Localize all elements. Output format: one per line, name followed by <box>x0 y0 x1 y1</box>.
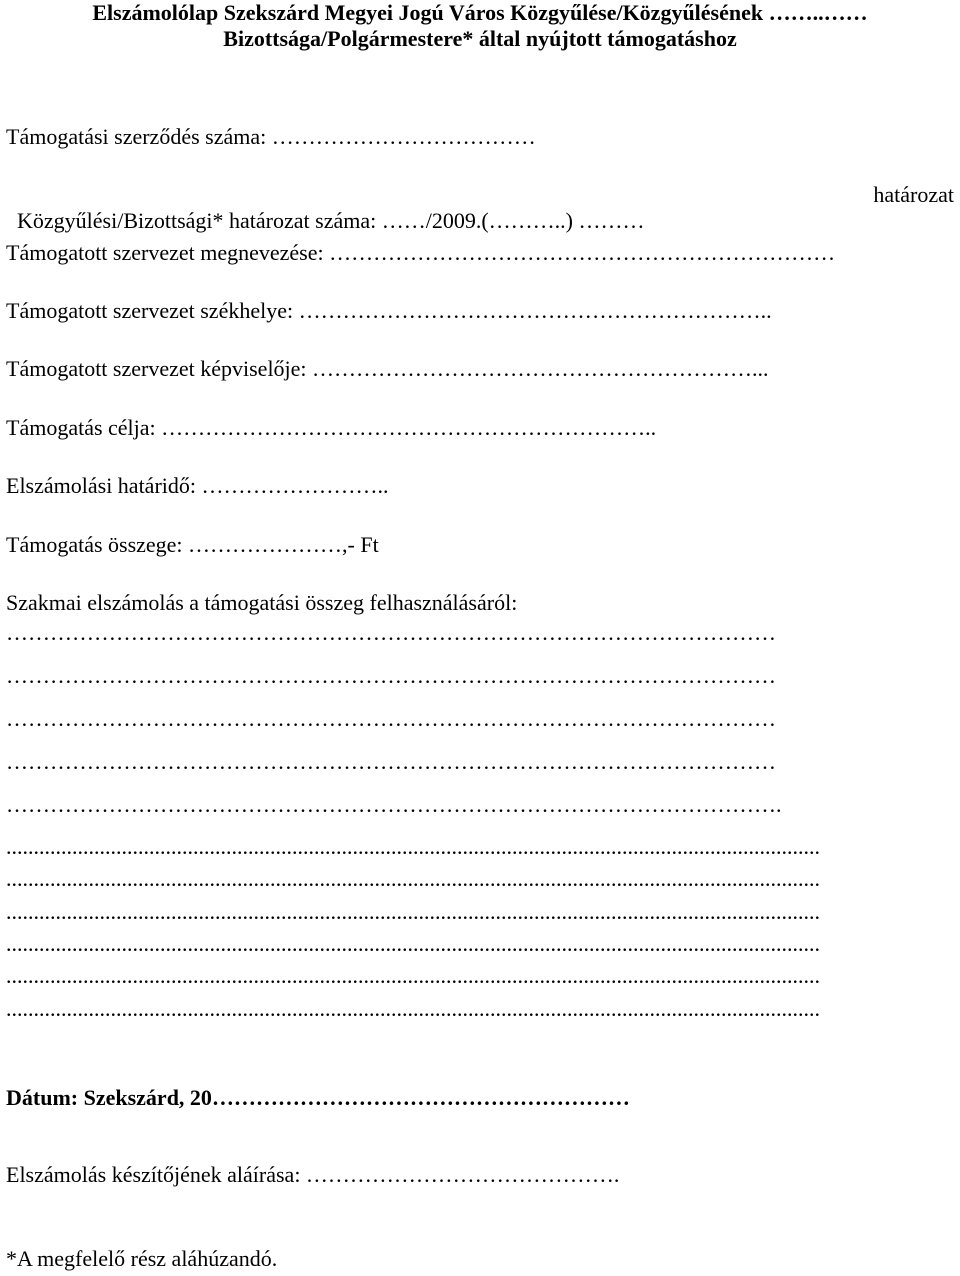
report-line: …………………………………………………………………………………………… <box>6 749 776 774</box>
resolution-number-text: Közgyűlési/Bizottsági* határozat száma: ……/2009.(………..) ……… <box>17 208 645 233</box>
resolution-suffix: határozat <box>873 182 954 207</box>
report-line: …………………………………………………………………………………………… <box>6 663 776 688</box>
report-line: .................................................................................................................................................... <box>6 899 820 924</box>
contract-number-field: Támogatási szerződés száma: ……………………………… <box>6 124 536 149</box>
report-line: …………………………………………………………………………………………… <box>6 706 776 731</box>
deadline-field: Elszámolási határidő: …………………….. <box>6 473 389 498</box>
report-line: .................................................................................................................................................... <box>6 963 820 988</box>
report-line: .................................................................................................................................................... <box>6 931 820 956</box>
amount-field: Támogatás összege: …………………,- Ft <box>6 532 379 557</box>
document-title <box>6 0 954 52</box>
purpose-field: Támogatás célja: ………………………………………………………….. <box>6 415 657 440</box>
report-line: .................................................................................................................................................... <box>6 834 820 859</box>
date-field: Dátum: Szekszárd, 20………………………………………………… <box>6 1085 630 1110</box>
report-line: ……………………………………………………………………………………………. <box>6 792 782 817</box>
footnote: *A megfelelő rész aláhúzandó. <box>6 1246 278 1271</box>
org-representative-field: Támogatott szervezet képviselője: ……………………………………………………... <box>6 356 769 381</box>
org-seat-field: Támogatott szervezet székhelye: ……………………………………………………….. <box>6 298 772 323</box>
org-name-field: Támogatott szervezet megnevezése: …………………………………………………………… <box>6 240 836 265</box>
report-line: .................................................................................................................................................... <box>6 866 820 891</box>
report-line: .................................................................................................................................................... <box>6 996 820 1021</box>
title-line-1: Elszámolólap Szekszárd Megyei Jogú Város Közgyűlése/Közgyűlésének ……..…… <box>92 0 868 25</box>
signature-field: Elszámolás készítőjének aláírása: ……………………………………. <box>6 1162 620 1187</box>
report-line: …………………………………………………………………………………………… <box>6 620 776 645</box>
report-heading: Szakmai elszámolás a támogatási összeg felhasználásáról: <box>6 590 518 615</box>
title-line-2: Bizottsága/Polgármestere* által nyújtott támogatáshoz <box>223 26 737 51</box>
